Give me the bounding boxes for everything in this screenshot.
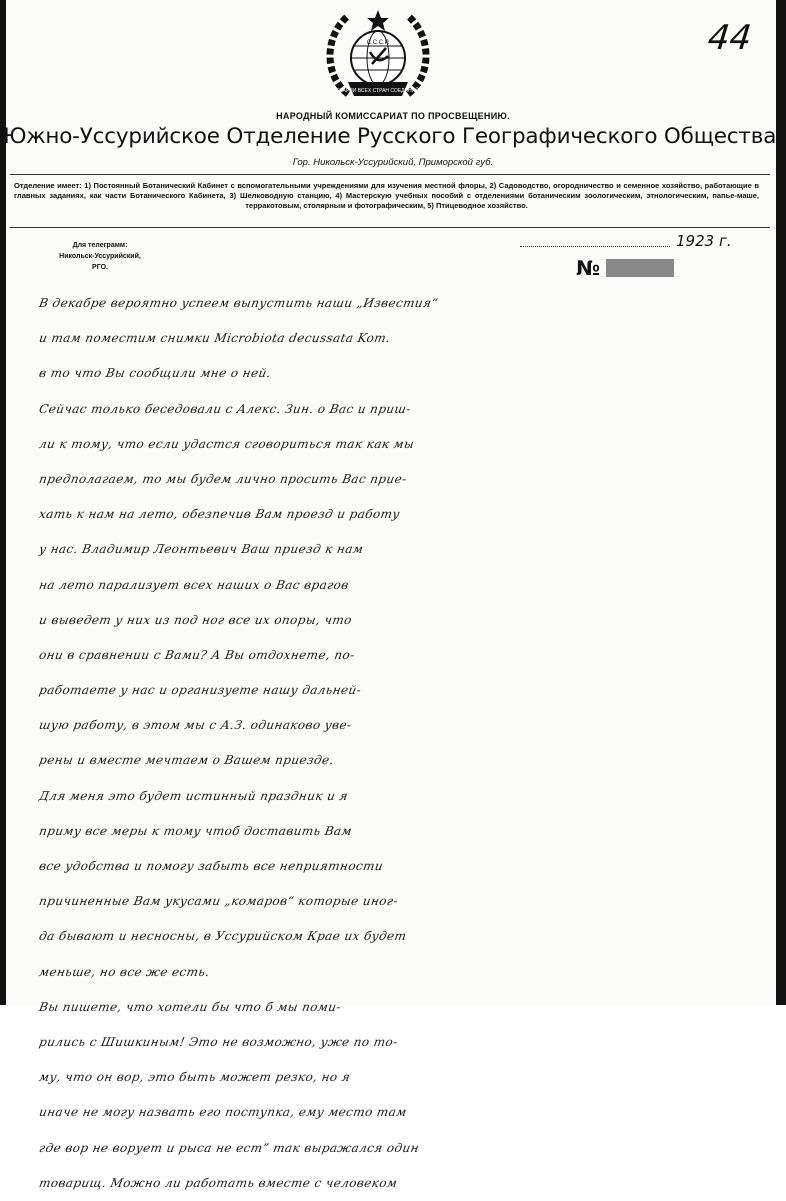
telegram-label: Для телеграмм:: [72, 242, 128, 249]
date-year-text: 1923 г.: [676, 232, 732, 250]
letter-line: товарищ. Можно ли работать вместе с человеком: [37, 1175, 399, 1190]
letter-line: в то что Вы сообщили мне о ней.: [37, 366, 273, 381]
letter-line: шую работу, в этом мы с А.З. одинаково уве-: [37, 718, 353, 733]
telegram-address: [40, 240, 160, 273]
letter-line: у нас. Владимир Леонтьевич Ваш приезд к нам: [37, 542, 365, 557]
folio-number: 44: [705, 18, 754, 58]
emblem-motto: ПРОЛЕТАРИИ ВСЕХ СТРАН СОЕДИНЯЙТЕСЬ!: [322, 88, 434, 94]
scan-border-left: [0, 0, 6, 1005]
telegram-city: Никольск-Уссурийский,: [59, 253, 141, 260]
date-year: [676, 232, 732, 250]
letter-line: В декабре вероятно успеем выпустить наши „Известия“: [37, 296, 440, 310]
letter-line: Вы пишете, что хотели бы что б мы поми-: [37, 999, 343, 1014]
letterhead-divider-bottom: [10, 227, 770, 228]
letter-line: меньше, но все же есть.: [37, 964, 211, 979]
letter-line: приму все меры к тому чтоб доставить Вам: [37, 823, 354, 838]
letter-line: и выведет у них из под ног все их опоры, что: [37, 612, 354, 627]
letter-line: рились с Шишкиным! Это не возможно, уже по то-: [37, 1034, 399, 1049]
number-redaction: [606, 259, 674, 277]
letter-line: на лето парализует всех наших о Вас врагов: [37, 577, 350, 592]
letter-line: иначе не могу назвать его поступка, ему место там: [37, 1105, 408, 1120]
letter-line: все удобства и помогу забыть все неприятности: [37, 859, 385, 873]
number-label: №: [576, 256, 601, 280]
society-title: Южно-Уссурийское Отделение Русского Географического Общества.: [3, 124, 783, 149]
letter-line: Сейчас только беседовали с Алекс. Зин. о Вас и приш-: [37, 401, 413, 416]
emblem-cccp: С.С.С.Р.: [366, 40, 390, 46]
letter-line: Для меня это будет истинный праздник и я: [37, 788, 350, 803]
letter-line: они в сравнении с Вами? А Вы отдохнете, по-: [37, 647, 356, 662]
letter-line: да бывают и несносны, в Уссурийском Крае их будет: [37, 929, 408, 944]
date-blank-line: [520, 232, 670, 247]
letter-line: работаете у нас и организуете нашу дальней-: [37, 683, 363, 698]
letter-line: рены и вместе мечтаем о Вашем приезде.: [37, 753, 335, 768]
letter-line: хать к нам на лето, обезпечив Вам проезд и работу: [37, 507, 402, 522]
telegram-code: РГО.: [92, 264, 108, 271]
ussr-emblem-icon: [318, 6, 438, 106]
city-line: Гор. Никольск-Уссурийский, Приморской губ.: [292, 157, 494, 168]
letter-line: ли к тому, что если удастся сговориться так как мы: [37, 436, 416, 451]
letter-line: причиненные Вам укусами „комаров“ которые иног-: [37, 894, 400, 909]
handwritten-letter: [36, 286, 776, 1201]
letter-line: му, что он вор, это быть может резко, но я: [37, 1070, 352, 1085]
ministry-heading: НАРОДНЫЙ КОМИССАРИАТ ПО ПРОСВЕЩЕНИЮ.: [276, 111, 510, 121]
departments-paragraph: Отделение имеет: 1) Постоянный Ботанический Кабинет с вспомогательными учреждениями для изучения местной флоры, 2) Садоводство, огородничество и семенное хозяйство, работающие в главных заданиях, как части Ботанического Кабинета, 3) Шелководную станцию, 4) Мастерскую учебных пособий с отделениями ботаническим зоологическим, этнологическим, папье-маше, терракотовым, столярным и фотографическим, 5) Птицеводное хозяйство.: [14, 181, 759, 210]
letter-line: где вор не ворует и рыса не ест” так выражался один: [37, 1140, 421, 1155]
letter-line: предполагаем, то мы будем лично просить Вас прие-: [37, 471, 408, 486]
letter-line: и там поместим снимки Microbiota decussata Kom.: [37, 331, 392, 346]
letterhead-divider-top: [10, 174, 770, 175]
